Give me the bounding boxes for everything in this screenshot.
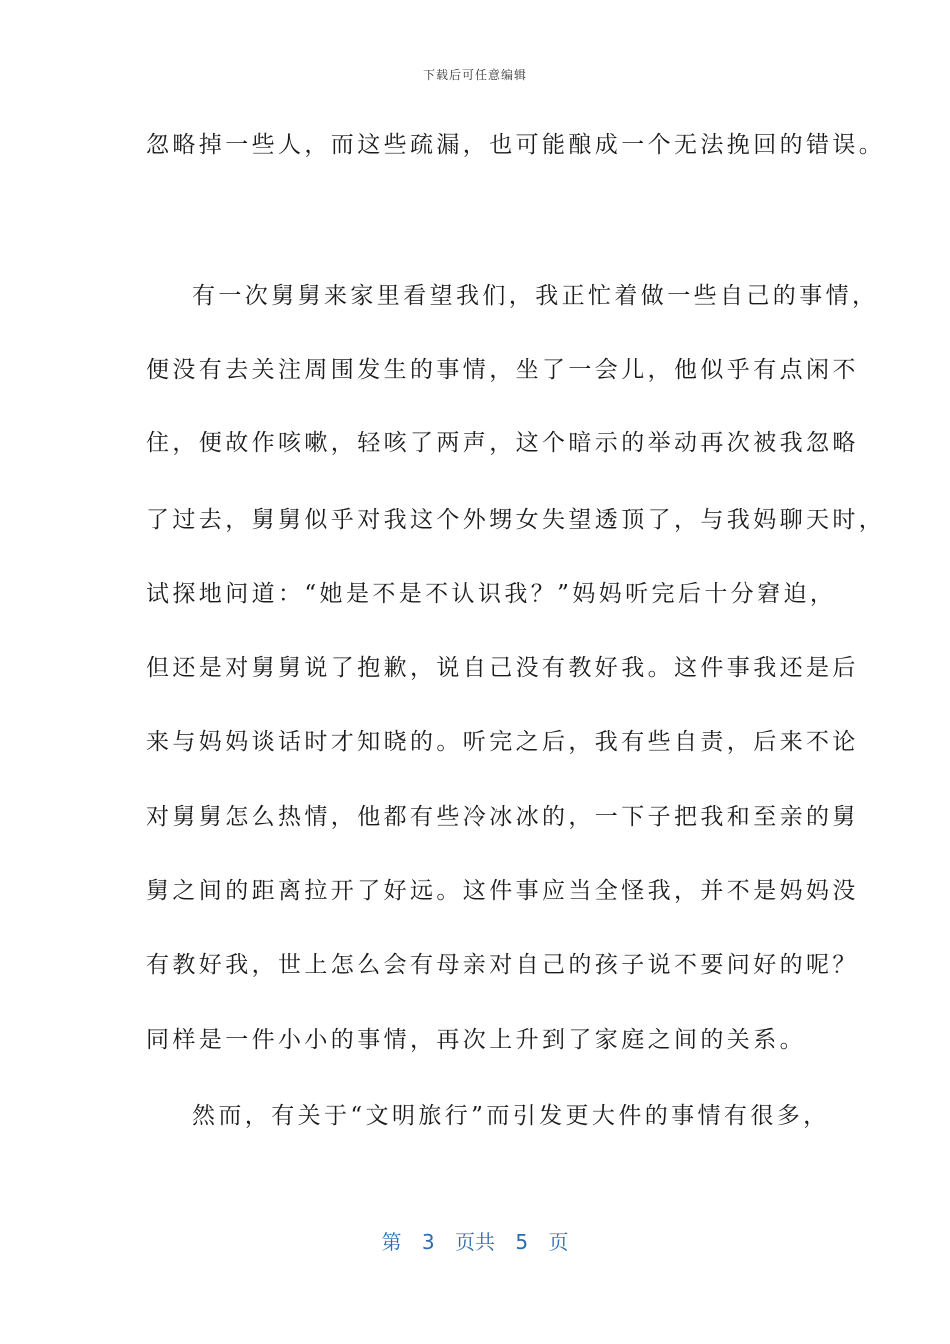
footer-suffix: 页 bbox=[548, 1230, 569, 1254]
body-line-2: 有一次舅舅来家里看望我们，我正忙着做一些自己的事情， bbox=[192, 283, 879, 309]
body-line-4: 住，便故作咳嗽，轻咳了两声，这个暗示的举动再次被我忽略 bbox=[146, 430, 859, 456]
body-line-8: 来与妈妈谈话时才知晓的。听完之后，我有些自责，后来不论 bbox=[146, 729, 859, 755]
body-line-11: 有教好我，世上怎么会有母亲对自己的孩子说不要问好的呢？ bbox=[146, 952, 859, 978]
footer-middle: 页共 bbox=[455, 1230, 495, 1254]
body-line-13: 然而，有关于“文明旅行”而引发更大件的事情有很多， bbox=[192, 1103, 830, 1129]
body-line-1: 忽略掉一些人，而这些疏漏，也可能酿成一个无法挽回的错误。 bbox=[146, 132, 886, 158]
body-line-9: 对舅舅怎么热情，他都有些冷冰冰的，一下子把我和至亲的舅 bbox=[146, 804, 859, 830]
page-header: 下载后可任意编辑 bbox=[422, 68, 527, 82]
body-line-3: 便没有去关注周围发生的事情，坐了一会儿，他似乎有点闲不 bbox=[146, 357, 859, 383]
page-footer bbox=[0, 1226, 950, 1255]
footer-current-page: 3 bbox=[421, 1230, 435, 1254]
body-line-5: 了过去，舅舅似乎对我这个外甥女失望透顶了，与我妈聊天时， bbox=[146, 507, 886, 533]
footer-prefix: 第 bbox=[381, 1230, 402, 1254]
body-line-6: 试探地问道：“她是不是不认识我？”妈妈听完后十分窘迫， bbox=[146, 581, 837, 607]
body-line-12: 同样是一件小小的事情，再次上升到了家庭之间的关系。 bbox=[146, 1027, 806, 1053]
body-line-10: 舅之间的距离拉开了好远。这件事应当全怪我，并不是妈妈没 bbox=[146, 878, 859, 904]
body-line-7: 但还是对舅舅说了抱歉，说自己没有教好我。这件事我还是后 bbox=[146, 655, 859, 681]
footer-total-pages: 5 bbox=[515, 1230, 529, 1254]
